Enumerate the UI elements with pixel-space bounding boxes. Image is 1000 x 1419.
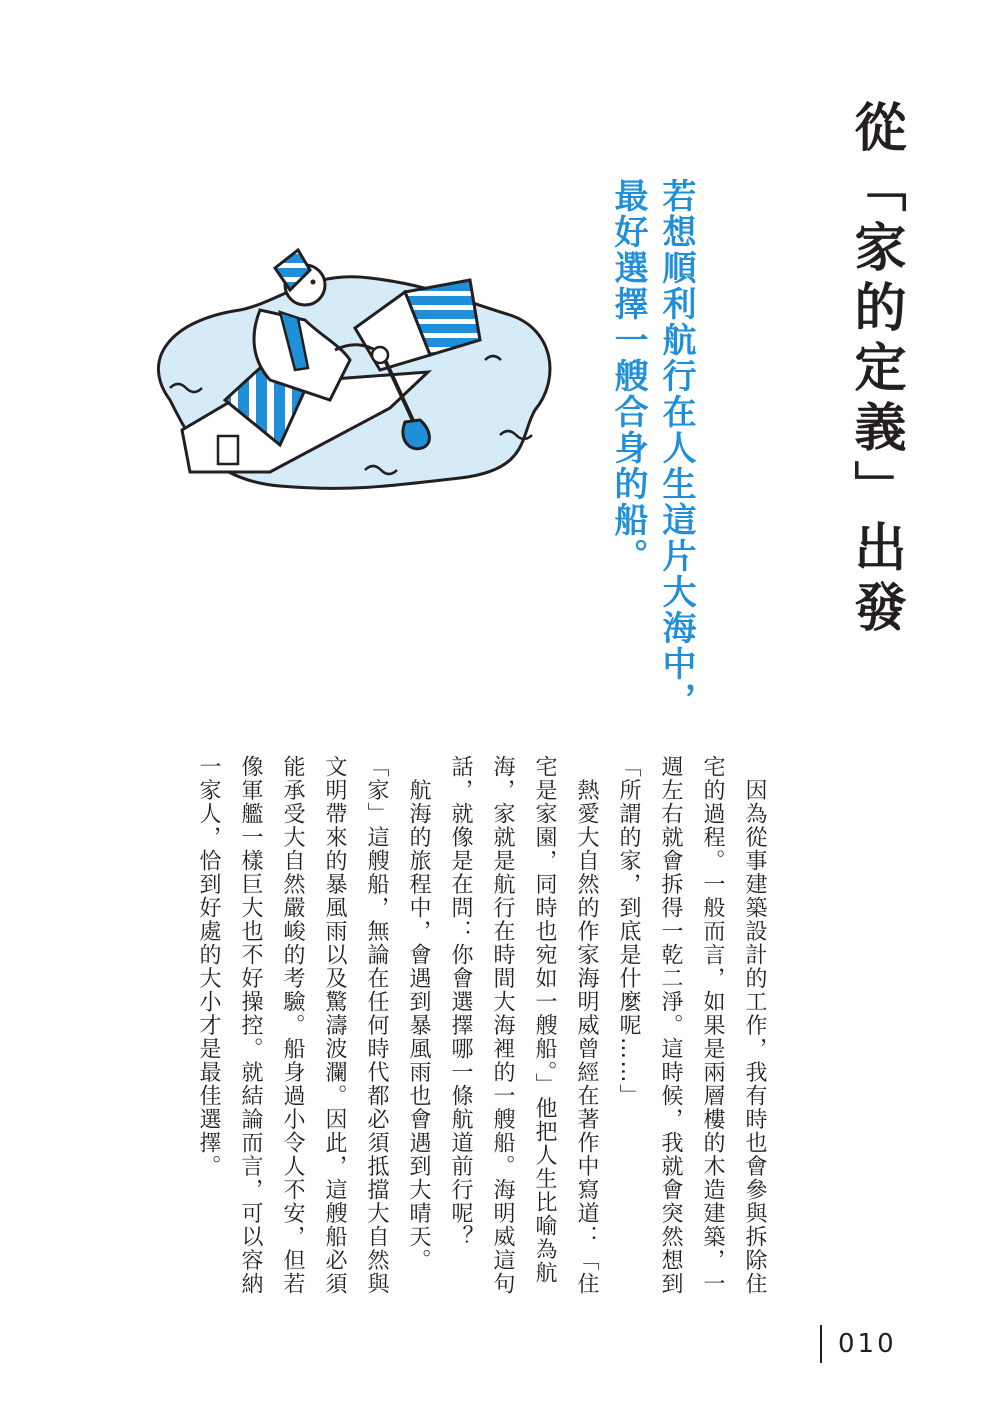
page-footer xyxy=(820,1325,897,1363)
person-hand xyxy=(372,347,388,363)
body-paragraph: 因為從事建築設計的工作，我有時也會參與拆除住宅的過程。一般而言，如果是兩層樓的木造建築，一週左右就會拆得一乾二淨。這時候，我就會突然想到「所謂的家，到底是什麼呢……」 xyxy=(616,755,767,1296)
oar-blade xyxy=(403,420,429,449)
person-eye xyxy=(311,280,316,285)
subtitle-line: 最好選擇一艘合身的船。 xyxy=(608,178,648,574)
body-paragraph: 航海的旅程中，會遇到暴風雨也會遇到大晴天。「家」這艘船，無論在任何時代都必須抵擋大自然與文明帶來的暴風雨以及驚濤波瀾。因此，這艘船必須能承受大自然嚴峻的考驗。船身過小令人不安，但若像軍艦一樣巨大也不好操控。就結論而言，可以容納一家人，恰到好處的大小才是最佳選擇。 xyxy=(196,755,431,1296)
page-divider xyxy=(820,1325,822,1363)
body-text xyxy=(196,755,775,1315)
body-paragraph: 熱愛大自然的作家海明威曾經在著作中寫道：「住宅是家園，同時也宛如一艘船。」他把人生比喻為航海，家就是航行在時間大海裡的一艘船。海明威這句話，就像是在問：你會選擇哪一條航道前行呢？ xyxy=(448,755,599,1296)
chapter-title: 從「家的定義」出發 xyxy=(845,100,905,640)
page-number: 010 xyxy=(838,1329,897,1359)
subtitle-line: 若想順利航行在人生這片大海中， xyxy=(656,178,696,718)
house-door xyxy=(218,436,238,464)
boat-house-illustration xyxy=(130,240,560,500)
chapter-subtitle xyxy=(604,178,700,718)
